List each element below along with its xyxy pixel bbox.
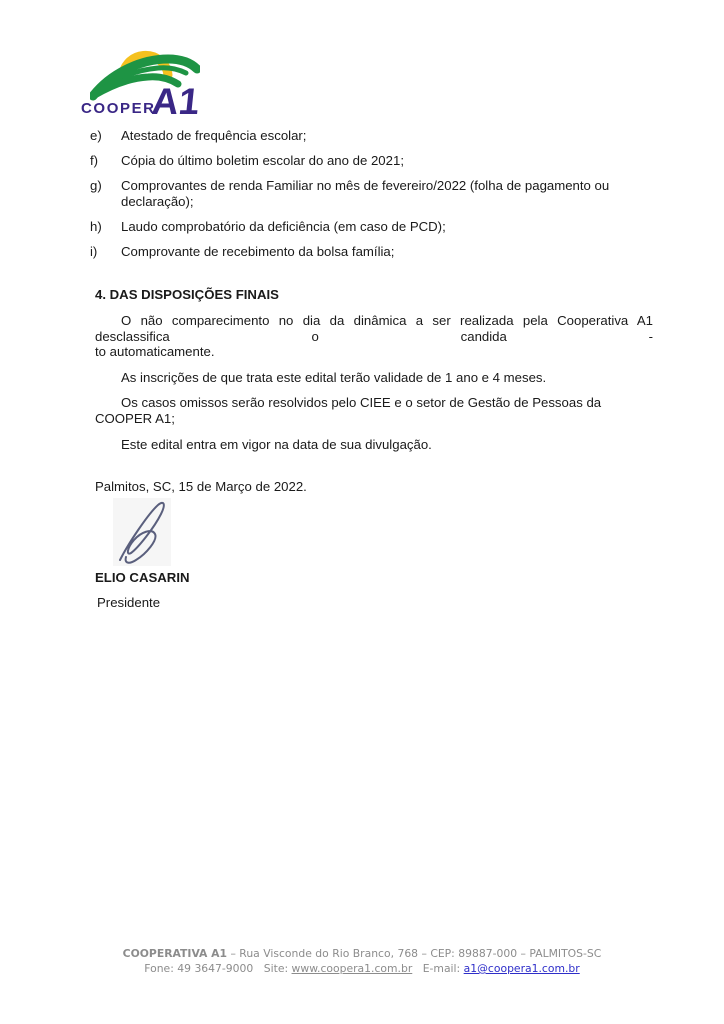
document-checklist (90, 128, 653, 260)
place-date-line: Palmitos, SC, 15 de Março de 2022. (95, 479, 307, 495)
footer-org-name: COOPERATIVA A1 (122, 947, 228, 960)
list-item (90, 128, 653, 144)
footer-site-label: Site: (263, 962, 289, 975)
logo-a1-text: A1 (149, 81, 202, 122)
list-item-letter: i) (90, 244, 98, 259)
list-item-text: Atestado de frequência escolar; (121, 128, 307, 143)
paragraph-line: to automaticamente. (95, 344, 215, 360)
document-body (90, 122, 653, 611)
list-item-letter: h) (90, 219, 102, 234)
section-heading: 4. DAS DISPOSIÇÕES FINAIS (95, 287, 279, 302)
list-item-text: Comprovante de recebimento da bolsa família; (121, 244, 395, 259)
paragraph-effective-date: Este edital entra em vigor na data de sua divulgação. (121, 436, 432, 452)
logo-cooper-text: COOPER (81, 100, 156, 117)
list-item-letter: g) (90, 178, 102, 193)
paragraph-line: O não comparecimento no dia da dinâmica a ser realizada pela Cooperativa A1 desclassifica o candida - (95, 313, 653, 344)
signer-title: Presidente (97, 595, 161, 611)
list-item-text: Cópia do último boletim escolar do ano de 2021; (121, 153, 404, 168)
paragraph-no-show (95, 313, 653, 360)
footer-phone: Fone: 49 3647-9000 (144, 962, 254, 975)
footer-contact-line (0, 961, 724, 976)
paragraph-validity: As inscrições de que trata este edital terão validade de 1 ano e 4 meses. (121, 369, 547, 385)
list-item (90, 219, 653, 235)
list-item (90, 153, 653, 169)
list-item-letter: e) (90, 128, 102, 143)
list-item-letter: f) (90, 153, 99, 168)
list-item (90, 178, 653, 210)
page-footer (0, 946, 724, 976)
paragraph-omissions: Os casos omissos serão resolvidos pelo CIEE e o setor de Gestão de Pessoas da COOPER A1; (95, 395, 602, 426)
footer-address: – Rua Visconde do Rio Branco, 768 – CEP: 89887-000 – PALMITOS-SC (227, 947, 602, 960)
signature-image (113, 498, 171, 566)
footer-site-link[interactable]: www.coopera1.com.br (291, 962, 413, 975)
footer-email-link[interactable]: a1@coopera1.com.br (463, 962, 580, 975)
list-item-text: Comprovantes de renda Familiar no mês de fevereiro/2022 (folha de pagamento ou declaração); (121, 178, 610, 209)
footer-email-label: E-mail: (422, 962, 461, 975)
signer-name: ELIO CASARIN (95, 570, 190, 586)
signature-scribble-icon (113, 498, 171, 566)
footer-address-line (0, 946, 724, 961)
list-item-text: Laudo comprobatório da deficiência (em caso de PCD); (121, 219, 446, 234)
list-item (90, 244, 653, 260)
cooper-a1-logo (78, 44, 220, 122)
